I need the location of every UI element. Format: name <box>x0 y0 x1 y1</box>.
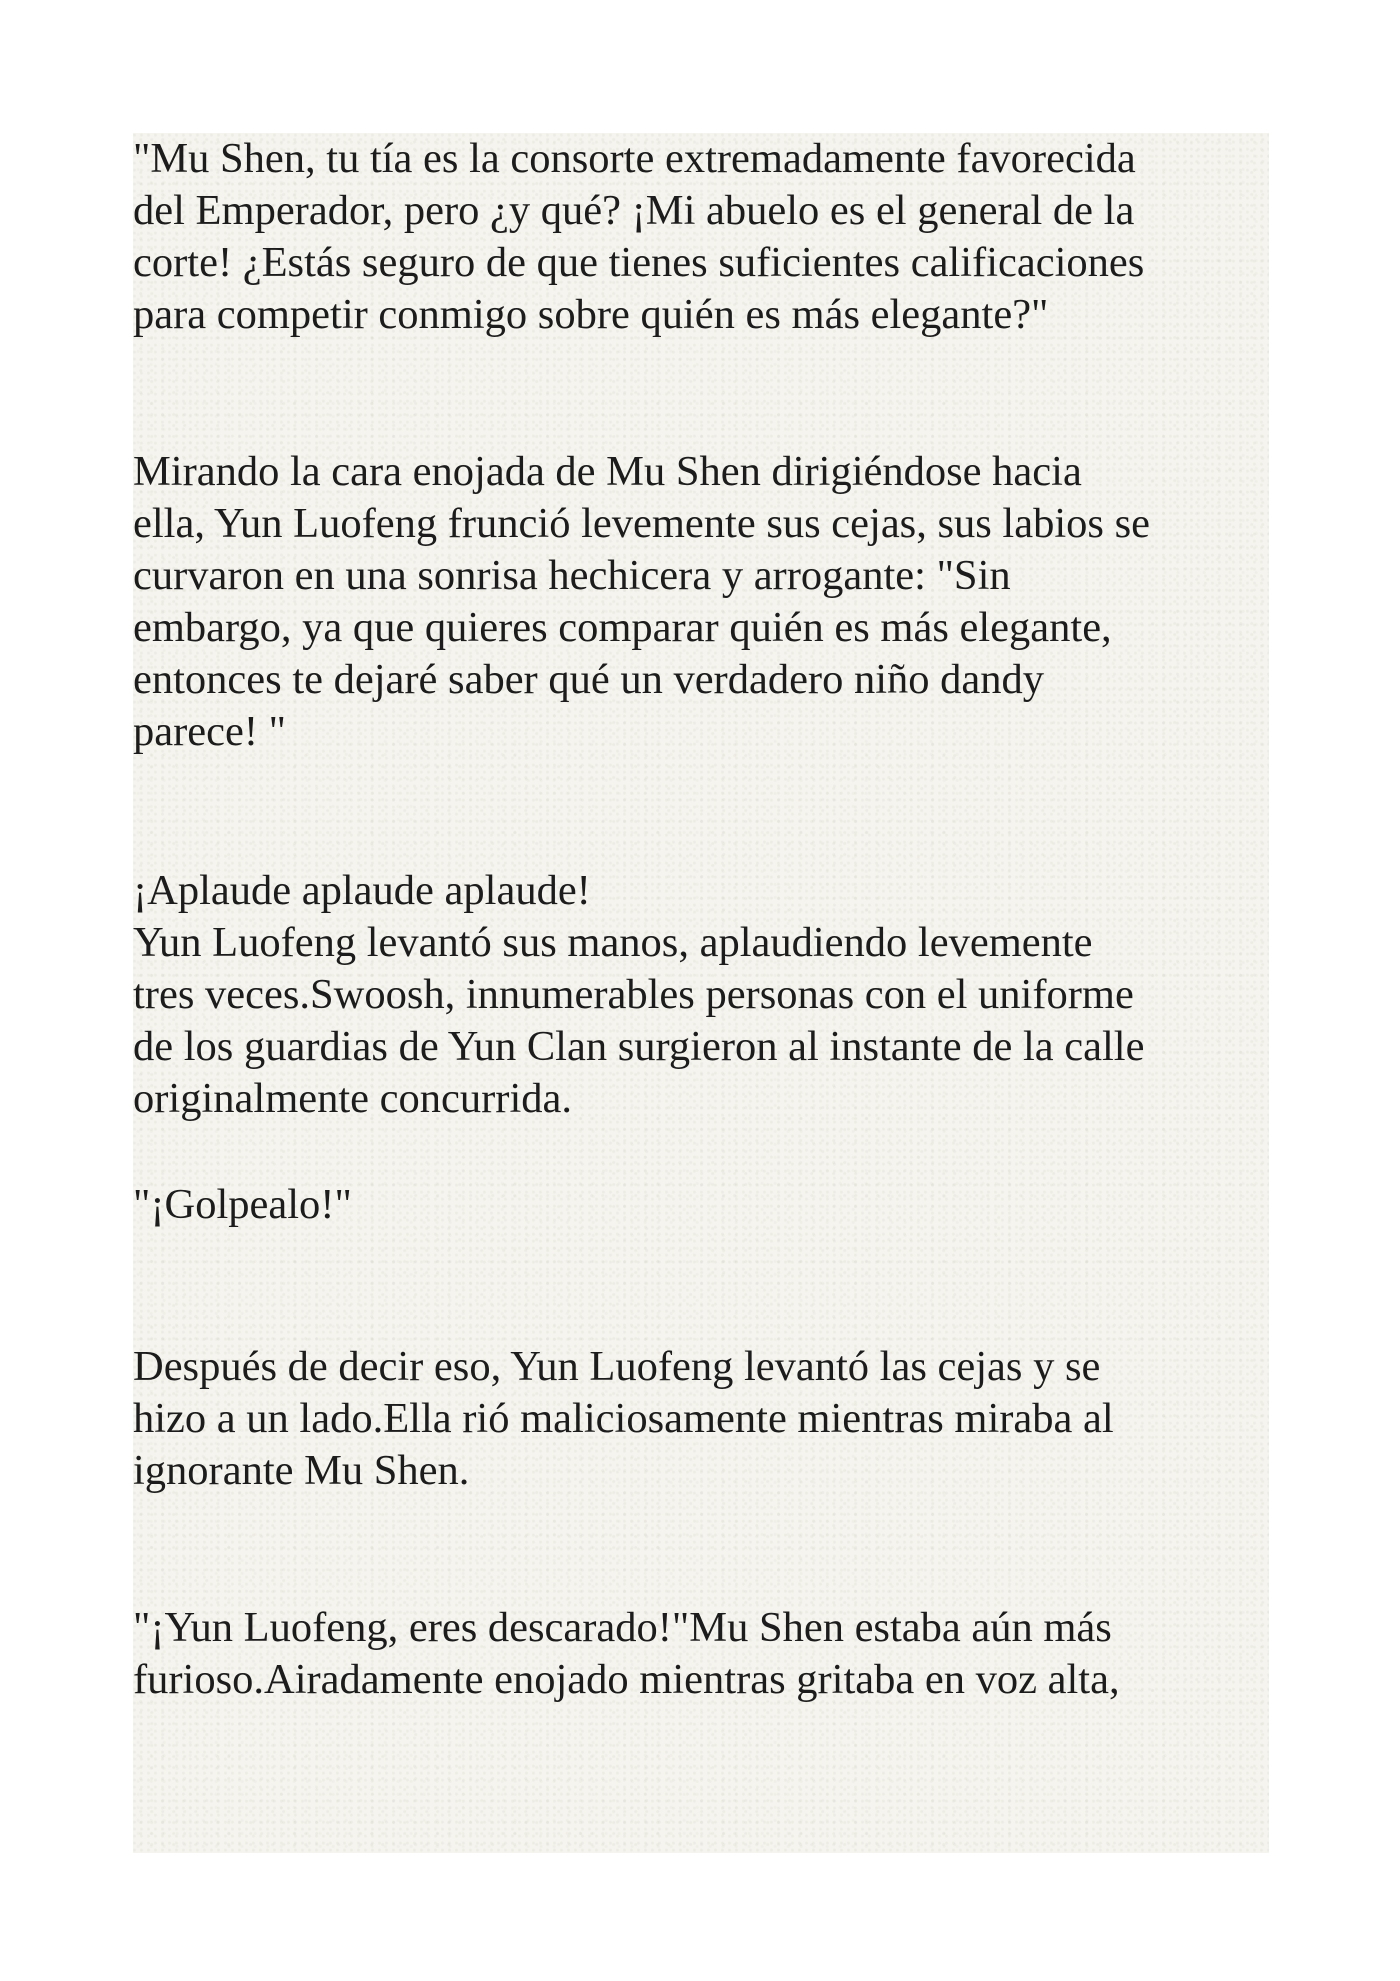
paragraph <box>133 133 1269 341</box>
text-line: Mirando la cara enojada de Mu Shen dirigiéndose hacia <box>133 448 1082 495</box>
paragraph <box>133 865 1269 1125</box>
text-line: para competir conmigo sobre quién es más elegante?" <box>133 291 1049 338</box>
paragraph <box>133 1341 1269 1497</box>
text-line: ignorante Mu Shen. <box>133 1447 470 1494</box>
text-line: entonces te dejaré saber qué un verdadero niño dandy <box>133 656 1045 703</box>
text-line: parece! " <box>133 708 286 755</box>
paragraph-gap <box>133 758 1269 865</box>
text-line: Después de decir eso, Yun Luofeng levantó las cejas y se <box>133 1343 1101 1390</box>
paragraph <box>133 1179 1269 1231</box>
text-line: hizo a un lado.Ella rió maliciosamente mientras miraba al <box>133 1395 1114 1442</box>
paragraph-gap <box>133 1231 1269 1341</box>
text-line: ella, Yun Luofeng frunció levemente sus cejas, sus labios se <box>133 500 1150 547</box>
text-line: ¡Aplaude aplaude aplaude! <box>133 867 591 914</box>
document-body <box>133 133 1269 1706</box>
text-line: embargo, ya que quieres comparar quién es más elegante, <box>133 604 1112 651</box>
text-line: "¡Golpealo!" <box>133 1181 352 1228</box>
text-line: tres veces.Swoosh, innumerables personas con el uniforme <box>133 971 1134 1018</box>
text-line: "¡Yun Luofeng, eres descarado!"Mu Shen estaba aún más <box>133 1604 1112 1651</box>
paragraph <box>133 1602 1269 1706</box>
paragraph-gap <box>133 341 1269 446</box>
text-line: furioso.Airadamente enojado mientras gritaba en voz alta, <box>133 1656 1120 1703</box>
text-line: de los guardias de Yun Clan surgieron al instante de la calle <box>133 1023 1145 1070</box>
text-line: "Mu Shen, tu tía es la consorte extremadamente favorecida <box>133 135 1136 182</box>
text-line: Yun Luofeng levantó sus manos, aplaudiendo levemente <box>133 919 1093 966</box>
text-line: curvaron en una sonrisa hechicera y arrogante: "Sin <box>133 552 1011 599</box>
text-line: corte! ¿Estás seguro de que tienes suficientes calificaciones <box>133 239 1145 286</box>
paragraph-gap <box>133 1125 1269 1179</box>
text-line: originalmente concurrida. <box>133 1075 572 1122</box>
text-line: del Emperador, pero ¿y qué? ¡Mi abuelo es el general de la <box>133 187 1135 234</box>
paragraph-gap <box>133 1497 1269 1602</box>
paragraph <box>133 446 1269 758</box>
